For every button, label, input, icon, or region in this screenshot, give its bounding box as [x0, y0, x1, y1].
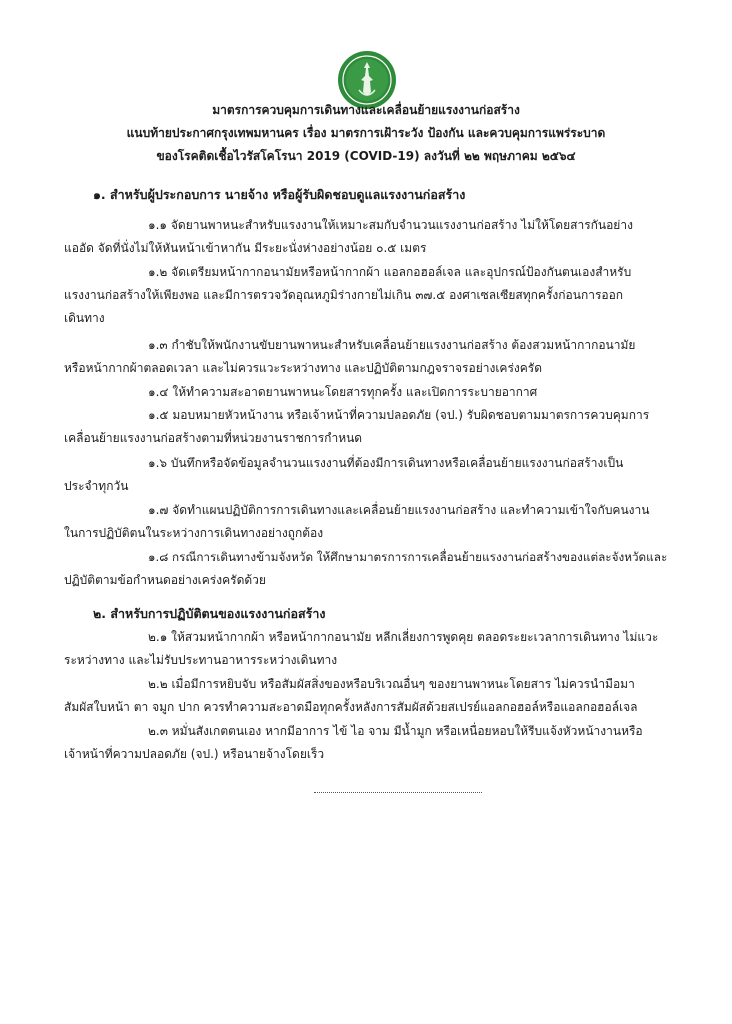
section-1-item-3-line-2: หรือหน้ากากผ้าตลอดเวลา และไม่ควรแวะระหว่างทาง และปฏิบัติตามกฎจราจรอย่างเคร่งครัด: [64, 361, 543, 375]
section-1-item-8-line-1: ๑.๘ กรณีการเดินทางข้ามจังหวัด ให้ศึกษามาตรการการเคลื่อนย้ายแรงงานก่อสร้างของแต่ละจังหวัดและ: [148, 550, 668, 564]
section-2-item-1-line-2: ระหว่างทาง และไม่รับประทานอาหารระหว่างเดินทาง: [64, 653, 338, 667]
document-title-line-2: แนบท้ายประกาศกรุงเทพมหานคร เรื่อง มาตรการเฝ้าระวัง ป้องกัน และควบคุมการแพร่ระบาด: [126, 126, 606, 140]
section-2-item-2-line-1: ๒.๒ เมื่อมีการหยิบจับ หรือสัมผัสสิ่งของหรือบริเวณอื่นๆ ของยานพาหนะโดยสาร ไม่ควรนำมือมา: [148, 677, 635, 691]
section-2-item-1-line-1: ๒.๑ ให้สวมหน้ากากผ้า หรือหน้ากากอนามัย หลีกเลี่ยงการพูดคุย ตลอดระยะเวลาการเดินทาง ไม่แวะ: [148, 630, 659, 644]
section-2-item-2-line-2: สัมผัสใบหน้า ตา จมูก ปาก ควรทำความสะอาดมือทุกครั้งหลังการสัมผัสด้วยสเปรย์แอลกอฮอล์หรือแอลกอฮอล์เจล: [64, 700, 638, 714]
section-1-item-8-line-2: ปฏิบัติตามข้อกำหนดอย่างเคร่งครัดด้วย: [64, 573, 266, 587]
section-1-item-3-line-1: ๑.๓ กำชับให้พนักงานขับยานพาหนะสำหรับเคลื่อนย้ายแรงงานก่อสร้าง ต้องสวมหน้ากากอนามัย: [148, 338, 636, 352]
document-title-line-1: มาตรการควบคุมการเดินทางและเคลื่อนย้ายแรงงานก่อสร้าง: [212, 103, 520, 117]
section-2-heading: ๒. สำหรับการปฏิบัติตนของแรงงานก่อสร้าง: [93, 606, 326, 621]
section-2-item-3-line-1: ๒.๓ หมั่นสังเกตตนเอง หากมีอาการ ไข้ ไอ จาม มีน้ำมูก หรือเหนื่อยหอบให้รีบแจ้งหัวหน้างานหรือ: [148, 724, 643, 738]
section-1-item-6-line-2: ประจำทุกวัน: [64, 479, 129, 493]
section-1-item-2-line-1: ๑.๒ จัดเตรียมหน้ากากอนามัยหรือหน้ากากผ้า แอลกอฮอล์เจล และอุปกรณ์ป้องกันตนเองสำหรับ: [148, 265, 632, 279]
document-title-line-3: ของโรคติดเชื้อไวรัสโคโรนา 2019 (COVID-19) ลงวันที่ ๒๒ พฤษภาคม ๒๕๖๔: [156, 149, 576, 163]
section-1-item-7-line-2: ในการปฏิบัติตนในระหว่างการเดินทางอย่างถูกต้อง: [64, 526, 324, 540]
end-divider: [314, 792, 482, 793]
section-1-item-5-line-1: ๑.๕ มอบหมายหัวหน้างาน หรือเจ้าหน้าที่ความปลอดภัย (จป.) รับผิดชอบตามมาตรการควบคุมการ: [148, 408, 650, 422]
section-1-item-6-line-1: ๑.๖ บันทึกหรือจัดข้อมูลจำนวนแรงงานที่ต้องมีการเดินทางหรือเคลื่อนย้ายแรงงานก่อสร้างเป็น: [148, 456, 624, 470]
section-1-item-2-line-3: เดินทาง: [64, 311, 105, 325]
section-1-item-7-line-1: ๑.๗ จัดทำแผนปฏิบัติการการเดินทางและเคลื่อนย้ายแรงงานก่อสร้าง และทำความเข้าใจกับคนงาน: [148, 503, 650, 517]
section-2-item-3-line-2: เจ้าหน้าที่ความปลอดภัย (จป.) หรือนายจ้างโดยเร็ว: [64, 747, 325, 761]
section-1-item-4-line-1: ๑.๔ ให้ทำความสะอาดยานพาหนะโดยสารทุกครั้ง และเปิดการระบายอากาศ: [148, 385, 538, 399]
section-1-item-1-line-2: แออัด จัดที่นั่งไม่ให้หันหน้าเข้าหากัน มีระยะนั่งห่างอย่างน้อย ๐.๕ เมตร: [64, 241, 427, 255]
section-1-heading: ๑. สำหรับผู้ประกอบการ นายจ้าง หรือผู้รับผิดชอบดูแลแรงงานก่อสร้าง: [93, 187, 466, 202]
section-1-item-2-line-2: แรงงานก่อสร้างให้เพียงพอ และมีการตรวจวัดอุณหภูมิร่างกายไม่เกิน ๓๗.๕ องศาเซลเซียสทุกครั้งก่อนการออก: [64, 288, 624, 302]
section-1-item-1-line-1: ๑.๑ จัดยานพาหนะสำหรับแรงงานให้เหมาะสมกับจำนวนแรงงานก่อสร้าง ไม่ให้โดยสารกันอย่าง: [148, 218, 633, 232]
section-1-item-5-line-2: เคลื่อนย้ายแรงงานก่อสร้างตามที่หน่วยงานราชการกำหนด: [64, 431, 363, 445]
